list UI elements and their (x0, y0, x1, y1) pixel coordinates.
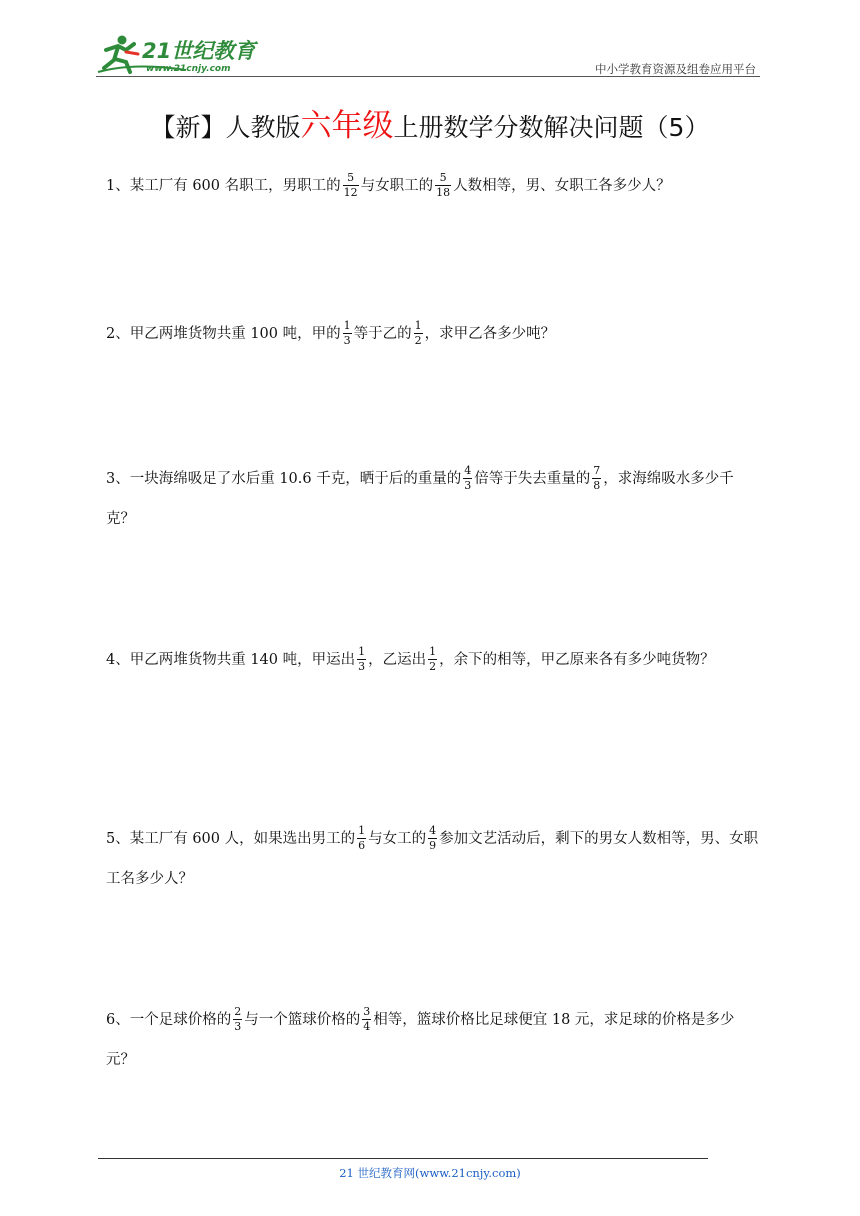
fraction-denominator: 2 (414, 333, 422, 347)
fraction-numerator: 3 (363, 1004, 371, 1018)
problem-text: 等于乙的 (353, 326, 412, 342)
problem-text: 参加文艺活动后，剩下的男女人数相等，男、女职工名多少人？ (106, 831, 759, 887)
fraction-numerator: 5 (439, 170, 447, 184)
fraction (592, 465, 601, 492)
fraction-denominator: 6 (358, 838, 366, 852)
fraction-denominator: 12 (343, 185, 358, 199)
fraction-denominator: 3 (343, 333, 351, 347)
problem-text: 人数相等，男、女职工各多少人？ (453, 178, 671, 194)
logo-url-text: www.21cnjy.com (146, 64, 231, 74)
fraction-numerator: 1 (358, 823, 366, 837)
fraction (435, 172, 451, 199)
problem-1 (106, 166, 762, 206)
fraction-denominator: 9 (429, 838, 437, 852)
fraction-numerator: 1 (414, 318, 422, 332)
title-highlight: 六年级 (300, 108, 394, 144)
fraction (343, 172, 359, 199)
fraction (463, 465, 472, 492)
problem-text: 与女工的 (368, 831, 427, 847)
fraction (362, 1006, 371, 1033)
fraction (357, 825, 366, 852)
fraction-denominator: 3 (234, 1019, 242, 1033)
problem-text: 相等，篮球价格比足球便宜 18 元，求足球的价格是多少元？ (106, 1012, 735, 1068)
problem-3 (106, 459, 762, 539)
fraction-numerator: 4 (464, 463, 472, 477)
title-suffix: 上册数学分数解决问题（5） (393, 113, 710, 142)
fraction-denominator: 8 (593, 478, 601, 492)
fraction-denominator: 3 (464, 478, 472, 492)
header-divider (96, 76, 760, 77)
fraction-numerator: 5 (347, 170, 355, 184)
fraction-numerator: 1 (358, 644, 366, 658)
fraction (233, 1006, 242, 1033)
fraction-denominator: 4 (363, 1019, 371, 1033)
fraction-denominator: 2 (429, 659, 437, 673)
problem-5 (106, 819, 762, 899)
problem-text: 4、甲乙两堆货物共重 140 吨，甲运出 (106, 652, 356, 668)
problem-text: 倍等于失去重量的 (474, 471, 591, 487)
problem-4 (106, 640, 762, 680)
site-logo (96, 32, 266, 76)
footer-link[interactable]: 21 世纪教育网(www.21cnjy.com) (339, 1166, 521, 1180)
fraction-denominator: 3 (358, 659, 366, 673)
problem-text: 6、一个足球价格的 (106, 1012, 232, 1028)
problem-text: 2、甲乙两堆货物共重 100 吨，甲的 (106, 326, 341, 342)
footer-divider (98, 1158, 708, 1159)
page-title (0, 100, 860, 145)
fraction (428, 825, 437, 852)
problem-text: 与一个篮球价格的 (244, 1012, 361, 1028)
problem-text: 3、一块海绵吸足了水后重 10.6 千克，晒于后的重量的 (106, 471, 462, 487)
problem-6 (106, 1000, 762, 1080)
fraction-numerator: 1 (429, 644, 437, 658)
runner-logo-icon (96, 32, 266, 76)
problem-text: ，求甲乙各多少吨？ (424, 326, 556, 342)
problem-text: ，乙运出 (368, 652, 427, 668)
fraction-denominator: 18 (436, 185, 451, 199)
fraction-numerator: 7 (593, 463, 601, 477)
fraction (357, 646, 366, 673)
problem-text: 1、某工厂有 600 名职工，男职工的 (106, 178, 341, 194)
fraction-numerator: 1 (343, 318, 351, 332)
fraction (414, 320, 423, 347)
page-header (96, 28, 760, 80)
problem-text: ，余下的相等，甲乙原来各有多少吨货物？ (439, 652, 715, 668)
problem-2 (106, 314, 762, 354)
site-name: 中小学教育资源及组卷应用平台 (595, 62, 756, 76)
logo-text: 21世纪教育 (142, 39, 256, 63)
fraction-numerator: 4 (429, 823, 437, 837)
title-prefix: 【新】人教版 (150, 113, 301, 142)
problem-text: 5、某工厂有 600 人，如果选出男工的 (106, 831, 356, 847)
fraction-numerator: 2 (234, 1004, 242, 1018)
fraction (428, 646, 437, 673)
problem-text: ，求海绵吸水多少千克？ (106, 471, 734, 527)
problem-text: 与女职工的 (360, 178, 434, 194)
fraction (343, 320, 352, 347)
